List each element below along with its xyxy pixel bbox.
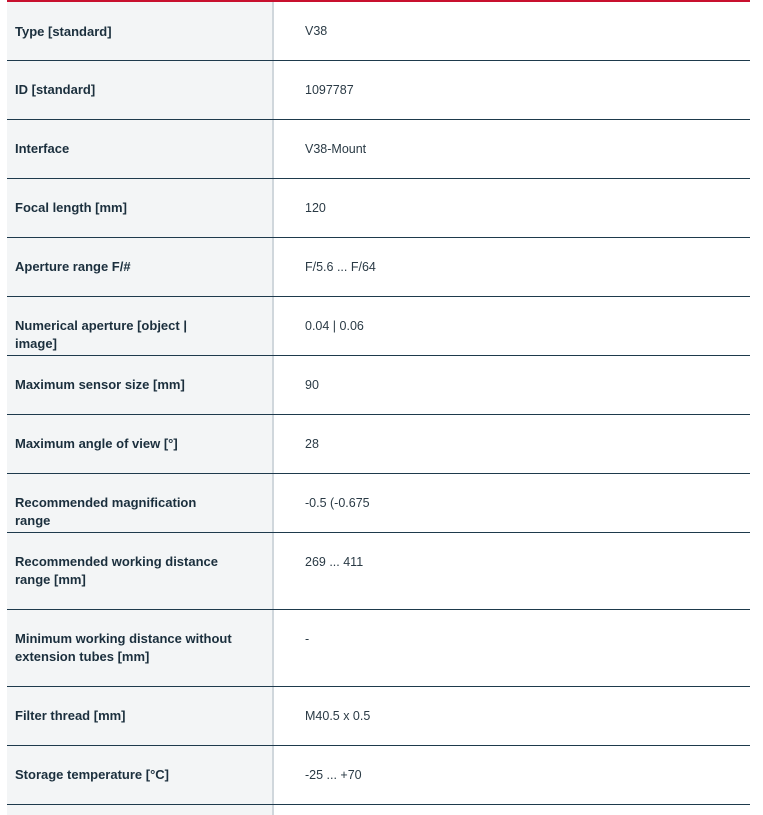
spec-row-focal-length [7, 179, 750, 238]
spec-row-interface [7, 120, 750, 179]
spec-value: 90 [274, 356, 750, 414]
spec-value: F/5.6 ... F/64 [274, 238, 750, 296]
spec-label: Filter thread [mm] [7, 687, 274, 745]
spec-value: V38 [274, 2, 750, 60]
spec-value: 1097787 [274, 61, 750, 119]
spec-value: 269 ... 411 [274, 533, 750, 609]
spec-value: -0.5 (-0.675 [274, 474, 750, 532]
spec-label: Recommended magnification range [7, 474, 274, 532]
spec-value: -25 ... +70 [274, 746, 750, 804]
spec-value: 28 [274, 415, 750, 473]
spec-label: Focal length [mm] [7, 179, 274, 237]
spec-row-sensor-size [7, 356, 750, 415]
spec-row-storage-temperature [7, 746, 750, 805]
specifications-table [7, 0, 750, 815]
spec-label: Maximum sensor size [mm] [7, 356, 274, 414]
spec-label: Minimum working distance without extension tubes [mm] [7, 610, 274, 686]
spec-row-numerical-aperture [7, 297, 750, 356]
spec-row-magnification-range [7, 474, 750, 533]
spec-value [274, 805, 750, 815]
spec-row-id [7, 61, 750, 120]
spec-label: Storage temperature [°C] [7, 746, 274, 804]
spec-value: - [274, 610, 750, 686]
spec-row-working-distance [7, 533, 750, 610]
spec-value: M40.5 x 0.5 [274, 687, 750, 745]
spec-row-partial [7, 805, 750, 815]
spec-value: V38-Mount [274, 120, 750, 178]
spec-value: 0.04 | 0.06 [274, 297, 750, 355]
spec-label: ID [standard] [7, 61, 274, 119]
spec-row-angle-of-view [7, 415, 750, 474]
spec-row-type [7, 2, 750, 61]
spec-label: Recommended working distance range [mm] [7, 533, 274, 609]
spec-label: Type [standard] [7, 2, 274, 60]
spec-label: Numerical aperture [object | image] [7, 297, 274, 355]
spec-label [7, 805, 274, 815]
spec-label: Aperture range F/# [7, 238, 274, 296]
spec-row-filter-thread [7, 687, 750, 746]
spec-row-aperture-range [7, 238, 750, 297]
spec-row-min-working-distance [7, 610, 750, 687]
spec-label: Interface [7, 120, 274, 178]
spec-label: Maximum angle of view [°] [7, 415, 274, 473]
spec-value: 120 [274, 179, 750, 237]
